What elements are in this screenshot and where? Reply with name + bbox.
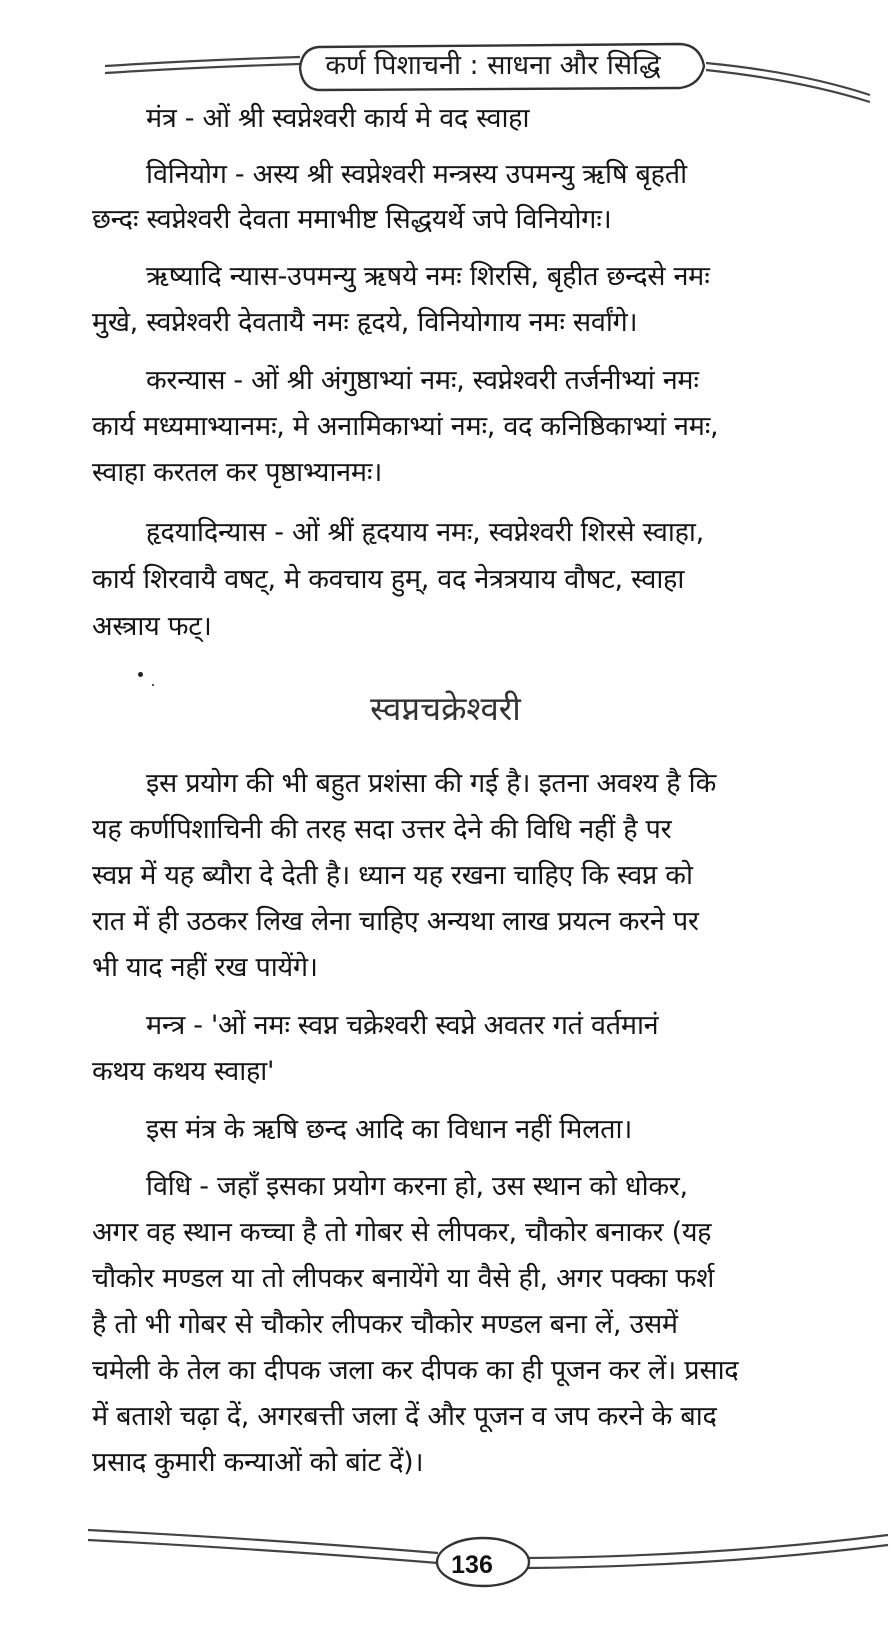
vidhi-line: चमेली के तेल का दीपक जला कर दीपक का ही पूजन कर लें। प्रसाद bbox=[92, 1355, 739, 1386]
mantra-line: मंत्र - ओं श्री स्वप्नेश्वरी कार्य मे वद स्वाहा bbox=[146, 103, 530, 134]
vidhi-line: विधि - जहाँ इसका प्रयोग करना हो, उस स्थान को धोकर, bbox=[146, 1171, 688, 1202]
viniyoga-line-2: छन्दः स्वप्नेश्वरी देवता ममाभीष्ट सिद्धयर्थे जपे विनियोगः। bbox=[92, 204, 612, 235]
body-line: भी याद नहीं रख पायेंगे। bbox=[92, 952, 318, 983]
rishyadi-nyasa-line-1: ऋष्यादि न्यास-उपमन्यु ऋषये नमः शिरसि, बृहीत छन्दसे नमः bbox=[146, 261, 710, 292]
mantra-line-2-cont: कथय कथय स्वाहा' bbox=[92, 1056, 275, 1087]
mantra-line-2: मन्त्र - 'ओं नमः स्वप्न चक्रेश्वरी स्वप्ने अवतर गतं वर्तमानं bbox=[146, 1010, 659, 1041]
section-heading: स्वप्नचक्रेश्वरी bbox=[370, 689, 521, 728]
body-line: स्वप्न में यह ब्यौरा दे देती है। ध्यान यह रखना चाहिए कि स्वप्न को bbox=[92, 860, 693, 891]
karanyasa-line-3: स्वाहा करतल कर पृष्ठाभ्यानमः। bbox=[92, 457, 383, 488]
rishyadi-nyasa-line-2: मुखे, स्वप्नेश्वरी देवतायै नमः हृदये, विनियोगाय नमः सर्वांगे। bbox=[92, 307, 638, 338]
page-number: 136 bbox=[451, 1551, 493, 1579]
vidhi-line: में बताशे चढ़ा दें, अगरबत्ती जला दें और पूजन व जप करने के बाद bbox=[92, 1401, 717, 1432]
hridayadi-nyasa-line-1: हृदयादिन्यास - ओं श्रीं हृदयाय नमः, स्वप्नेश्वरी शिरसे स्वाहा, bbox=[146, 517, 704, 548]
karanyasa-line-1: करन्यास - ओं श्री अंगुष्ठाभ्यां नमः, स्वप्नेश्वरी तर्जनीभ्यां नमः bbox=[146, 365, 699, 396]
hridayadi-nyasa-line-2: कार्य शिरवायै वषट्, मे कवचाय हुम्, वद नेत्रत्रयाय वौषट, स्वाहा bbox=[92, 564, 685, 595]
body-line: इस प्रयोग की भी बहुत प्रशंसा की गई है। इतना अवश्य है कि bbox=[146, 768, 717, 799]
body-line: यह कर्णपिशाचिनी की तरह सदा उत्तर देने की विधि नहीं है पर bbox=[92, 814, 672, 845]
hridayadi-nyasa-line-3: अस्त्राय फट्। bbox=[92, 611, 212, 642]
vidhi-line: चौकोर मण्डल या तो लीपकर बनायेंगे या वैसे ही, अगर पक्का फर्श bbox=[92, 1263, 715, 1294]
karanyasa-line-2: कार्य मध्यमाभ्यानमः, मे अनामिकाभ्यां नमः, वद कनिष्ठिकाभ्यां नमः, bbox=[92, 411, 719, 442]
print-speck bbox=[138, 672, 143, 677]
viniyoga-line-1: विनियोग - अस्य श्री स्वप्नेश्वरी मन्त्रस्य उपमन्यु ऋषि बृहती bbox=[146, 159, 687, 190]
running-header-title: कर्ण पिशाचनी : साधना और सिद्धि bbox=[325, 50, 661, 81]
vidhi-line: है तो भी गोबर से चौकोर लीपकर चौकोर मण्डल बना लें, उसमें bbox=[92, 1309, 678, 1340]
note-line: इस मंत्र के ऋषि छन्द आदि का विधान नहीं मिलता। bbox=[146, 1114, 633, 1145]
vidhi-line: प्रसाद कुमारी कन्याओं को बांट दें)। bbox=[92, 1447, 424, 1478]
vidhi-line: अगर वह स्थान कच्चा है तो गोबर से लीपकर, चौकोर बनाकर (यह bbox=[92, 1217, 712, 1248]
body-line: रात में ही उठकर लिख लेना चाहिए अन्यथा लाख प्रयत्न करने पर bbox=[92, 906, 699, 937]
